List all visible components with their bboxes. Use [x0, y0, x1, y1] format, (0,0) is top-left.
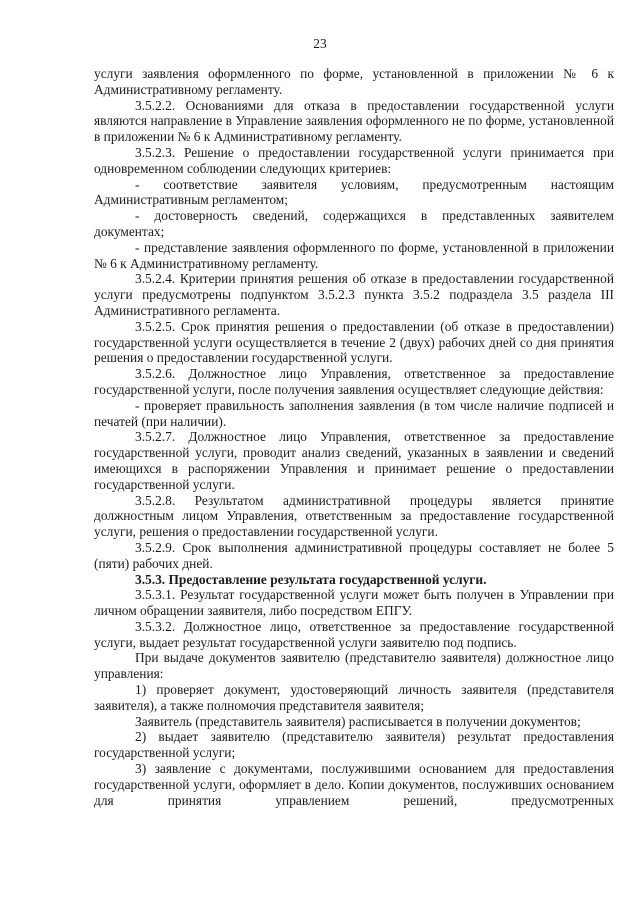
page-number: 23	[313, 36, 327, 51]
paragraph: 3.5.2.2. Основаниями для отказа в предоставлении государственной услуги являются направление в Управление заявления оформленного не по форме, установленной в приложении № 6 к Административному регламенту.	[94, 97, 614, 145]
paragraph: - представление заявления оформленного по форме, установленной в приложении № 6 к Административному регламенту.	[94, 239, 614, 271]
paragraph: 3.5.2.7. Должностное лицо Управления, ответственное за предоставление государственной услуги, проводит анализ сведений, указанных в заявлении и сведений имеющихся в распоряжении Управления и принимает решение о предоставлении государственной услуги.	[94, 429, 614, 492]
paragraph: 3.5.2.3. Решение о предоставлении государственной услуги принимается при одновременном соблюдении следующих критериев:	[94, 144, 614, 176]
paragraph: - соответствие заявителя условиям, предусмотренным настоящим Административным регламентом;	[94, 176, 614, 208]
paragraph: 3.5.2.5. Срок принятия решения о предоставлении (об отказе в предоставлении) государственной услуги осуществляется в течение 2 (двух) рабочих дней со дня принятия решения о предоставлении государственной услуги.	[94, 318, 614, 366]
paragraph: - проверяет правильность заполнения заявления (в том числе наличие подписей и печатей (при наличии).	[94, 397, 614, 429]
paragraph: 3.5.3.1. Результат государственной услуги может быть получен в Управлении при личном обращении заявителя, либо посредством ЕПГУ.	[94, 587, 614, 619]
section-heading: 3.5.3. Предоставление результата государственной услуги.	[135, 571, 487, 587]
paragraph: При выдаче документов заявителю (представителю заявителя) должностное лицо управления:	[94, 650, 614, 682]
paragraph: 3.5.2.8. Результатом административной процедуры является принятие должностным лицом Управления, ответственным за предоставление государственной услуги, решения о предоставлении государственной услуги.	[94, 492, 614, 540]
paragraph: 3) заявление с документами, послужившими основанием для предоставления государственной услуги, оформляет в дело. Копии документов, послуживших основанием для принятия управлением решений, предусмотренных	[94, 761, 614, 808]
paragraph: 3.5.2.6. Должностное лицо Управления, ответственное за предоставление государственной услуги, после получения заявления осуществляет следующие действия:	[94, 366, 614, 397]
paragraph: услуги заявления оформленного по форме, установленной в приложении № 6 к Административному регламенту.	[94, 66, 614, 97]
document-body	[94, 66, 614, 808]
paragraph: 3.5.2.4. Критерии принятия решения об отказе в предоставлении государственной услуги предусмотрены подпунктом 3.5.2.3 пункта 3.5.2 подраздела 3.5 раздела III Административного регламента.	[94, 271, 614, 318]
paragraph: 3.5.3.2. Должностное лицо, ответственное за предоставление государственной услуги, выдает результат государственной услуги заявителю под подпись.	[94, 618, 614, 650]
paragraph: 2) выдает заявителю (представителю заявителя) результат предоставления государственной услуги;	[94, 729, 614, 761]
paragraph: Заявитель (представитель заявителя) расписывается в получении документов;	[135, 713, 581, 729]
paragraph: 1) проверяет документ, удостоверяющий личность заявителя (представителя заявителя), а также полномочия представителя заявителя;	[94, 682, 614, 713]
paragraph: 3.5.2.9. Срок выполнения административной процедуры составляет не более 5 (пяти) рабочих дней.	[94, 539, 614, 571]
paragraph: - достоверность сведений, содержащихся в представленных заявителем документах;	[94, 208, 614, 239]
